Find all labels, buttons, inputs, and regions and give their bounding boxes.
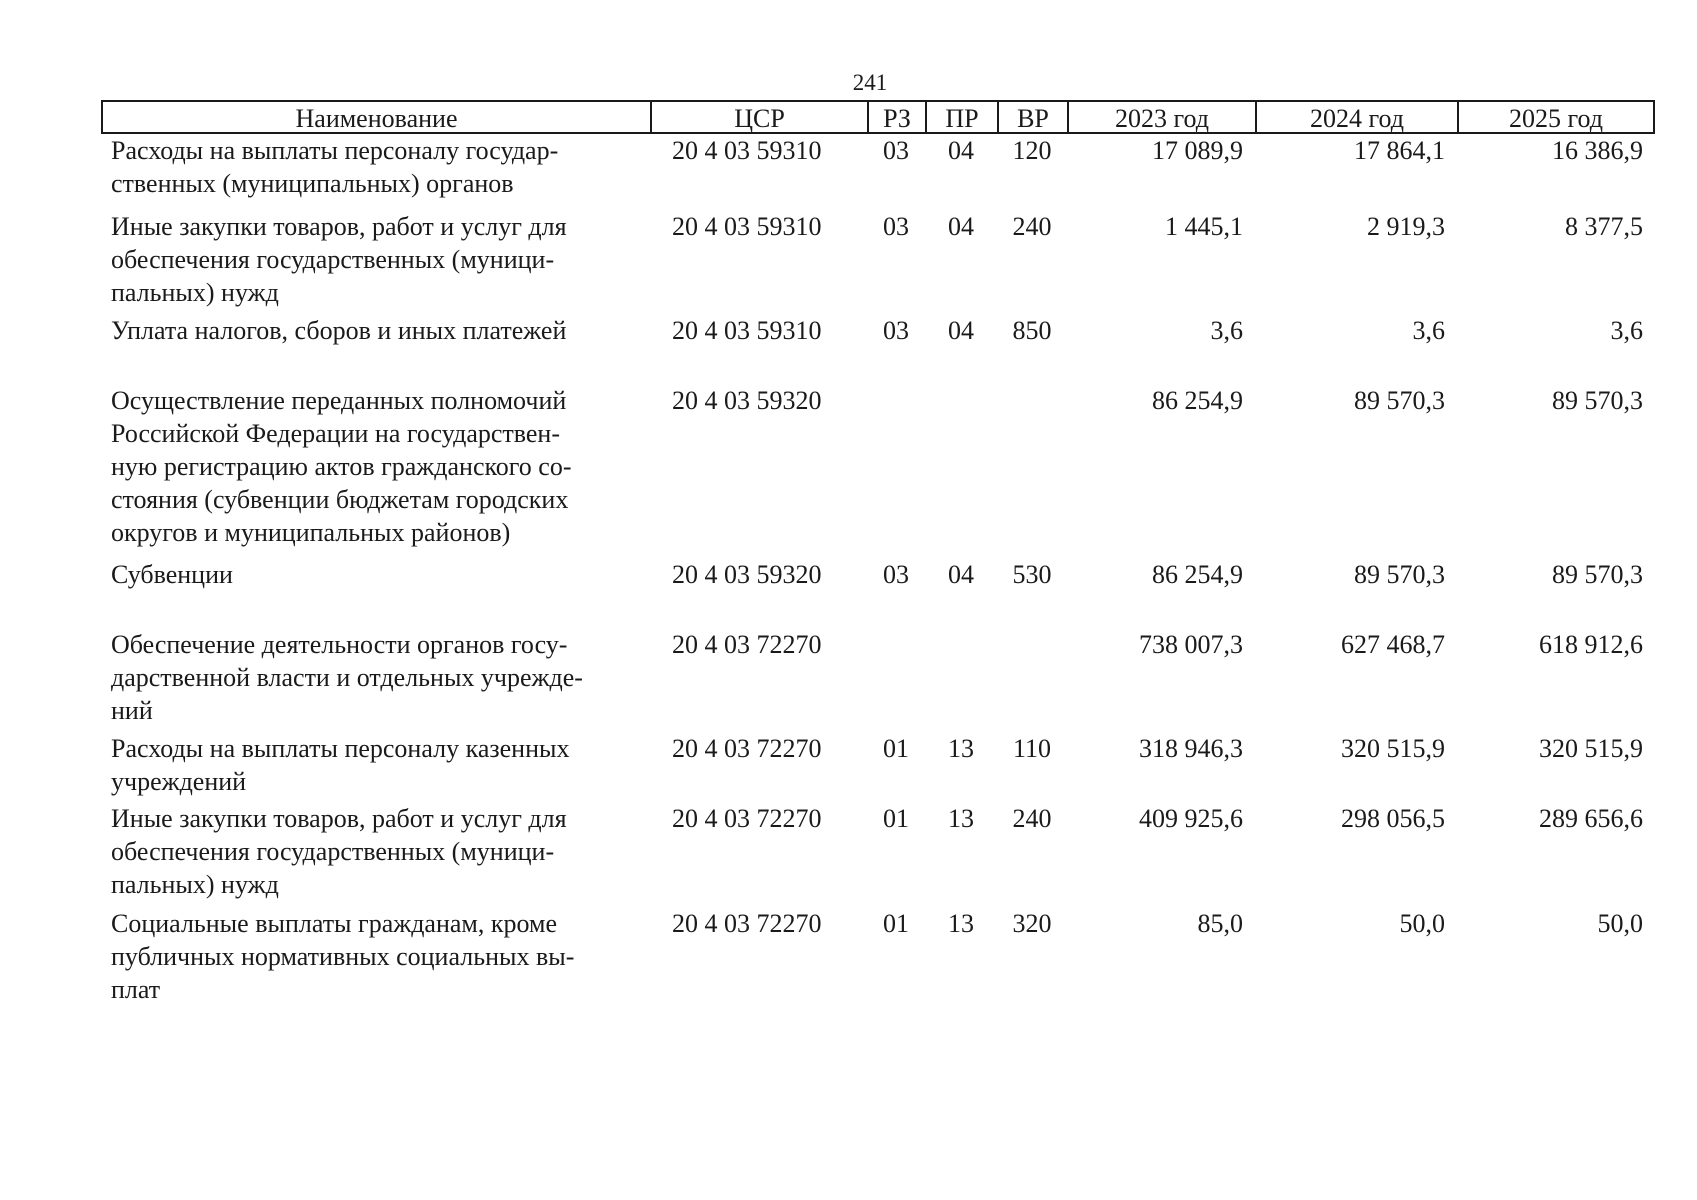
row-name-line: Социальные выплаты гражданам, кроме bbox=[111, 909, 557, 938]
row-csr: 20 4 03 59310 bbox=[672, 212, 822, 241]
row-pr: 13 bbox=[948, 734, 974, 763]
row-name bbox=[101, 314, 650, 347]
row-name-line: Иные закупки товаров, работ и услуг для bbox=[111, 212, 567, 241]
row-name-line: стояния (субвенции бюджетам городских bbox=[111, 485, 569, 514]
row-rz: 01 bbox=[883, 804, 909, 833]
row-value-2023: 86 254,9 bbox=[1152, 560, 1243, 589]
row-name-line: Российской Федерации на государствен- bbox=[111, 419, 561, 448]
row-name-line: публичных нормативных социальных вы- bbox=[111, 942, 575, 971]
header-vr: ВР bbox=[999, 102, 1069, 132]
page-number: 241 bbox=[852, 70, 888, 95]
row-name-line: пальных) нужд bbox=[111, 870, 279, 899]
header-2024: 2024 год bbox=[1257, 102, 1459, 132]
row-csr: 20 4 03 72270 bbox=[672, 630, 822, 659]
row-value-2025: 89 570,3 bbox=[1552, 386, 1643, 415]
row-rz bbox=[867, 628, 925, 727]
row-pr: 13 bbox=[948, 804, 974, 833]
row-pr bbox=[925, 628, 997, 727]
row-name-line: Уплата налогов, сборов и иных платежей bbox=[111, 316, 567, 345]
row-value-2023: 318 946,3 bbox=[1139, 734, 1243, 763]
row-value-2023: 86 254,9 bbox=[1152, 386, 1243, 415]
row-name bbox=[101, 384, 650, 549]
row-name-line: Обеспечение деятельности органов госу- bbox=[111, 630, 568, 659]
table-row bbox=[101, 732, 1655, 798]
row-name-line: обеспечения государственных (муници- bbox=[111, 245, 555, 274]
table-row bbox=[101, 210, 1655, 309]
row-name bbox=[101, 907, 650, 1006]
row-vr: 240 bbox=[1012, 212, 1052, 241]
row-csr: 20 4 03 59320 bbox=[672, 386, 822, 415]
row-rz: 03 bbox=[883, 136, 909, 165]
row-value-2024: 2 919,3 bbox=[1367, 212, 1445, 241]
row-name-line: дарственной власти и отдельных учрежде- bbox=[111, 663, 583, 692]
row-value-2023: 3,6 bbox=[1210, 316, 1243, 345]
row-value-2025: 8 377,5 bbox=[1565, 212, 1643, 241]
header-csr: ЦСР bbox=[652, 102, 869, 132]
row-csr: 20 4 03 59320 bbox=[672, 560, 822, 589]
row-name-line: ственных (муниципальных) органов bbox=[111, 169, 514, 198]
row-value-2024: 17 864,1 bbox=[1354, 136, 1445, 165]
row-value-2025: 289 656,6 bbox=[1539, 804, 1643, 833]
row-vr: 320 bbox=[1012, 909, 1052, 938]
row-name-line: Расходы на выплаты персоналу казенных bbox=[111, 734, 570, 763]
row-pr: 04 bbox=[948, 316, 974, 345]
header-2023: 2023 год bbox=[1069, 102, 1257, 132]
table-row bbox=[101, 802, 1655, 901]
row-name bbox=[101, 802, 650, 901]
row-value-2024: 320 515,9 bbox=[1341, 734, 1445, 763]
row-rz: 01 bbox=[883, 734, 909, 763]
row-value-2023: 1 445,1 bbox=[1165, 212, 1243, 241]
row-pr bbox=[925, 384, 997, 549]
row-name-line: учреждений bbox=[111, 767, 247, 796]
row-rz: 03 bbox=[883, 560, 909, 589]
row-value-2023: 17 089,9 bbox=[1152, 136, 1243, 165]
row-name bbox=[101, 558, 650, 591]
row-name-line: Расходы на выплаты персоналу государ- bbox=[111, 136, 559, 165]
row-csr: 20 4 03 72270 bbox=[672, 734, 822, 763]
row-csr: 20 4 03 59310 bbox=[672, 136, 822, 165]
table-row bbox=[101, 134, 1655, 200]
row-value-2025: 16 386,9 bbox=[1552, 136, 1643, 165]
row-csr: 20 4 03 59310 bbox=[672, 316, 822, 345]
row-rz: 01 bbox=[883, 909, 909, 938]
row-name-line: Иные закупки товаров, работ и услуг для bbox=[111, 804, 567, 833]
row-vr: 120 bbox=[1012, 136, 1052, 165]
row-value-2023: 409 925,6 bbox=[1139, 804, 1243, 833]
row-pr: 13 bbox=[948, 909, 974, 938]
row-value-2023: 85,0 bbox=[1197, 909, 1243, 938]
row-name bbox=[101, 628, 650, 727]
row-name bbox=[101, 210, 650, 309]
row-name-line: ную регистрацию актов гражданского со- bbox=[111, 452, 572, 481]
table-row bbox=[101, 558, 1655, 591]
header-name: Наименование bbox=[103, 102, 652, 132]
table-row bbox=[101, 628, 1655, 727]
row-pr: 04 bbox=[948, 136, 974, 165]
row-pr: 04 bbox=[948, 560, 974, 589]
row-name-line: пальных) нужд bbox=[111, 278, 279, 307]
row-vr: 850 bbox=[1012, 316, 1052, 345]
header-pr: ПР bbox=[927, 102, 999, 132]
table-row bbox=[101, 314, 1655, 347]
row-value-2024: 89 570,3 bbox=[1354, 560, 1445, 589]
row-value-2025: 50,0 bbox=[1597, 909, 1643, 938]
table-row bbox=[101, 384, 1655, 549]
table-header bbox=[101, 100, 1655, 134]
row-rz: 03 bbox=[883, 212, 909, 241]
table-row bbox=[101, 907, 1655, 1006]
row-name bbox=[101, 134, 650, 200]
row-vr bbox=[997, 384, 1067, 549]
row-vr: 240 bbox=[1012, 804, 1052, 833]
row-name-line: Субвенции bbox=[111, 560, 233, 589]
row-rz: 03 bbox=[883, 316, 909, 345]
row-vr: 530 bbox=[1012, 560, 1052, 589]
row-value-2025: 618 912,6 bbox=[1539, 630, 1643, 659]
row-value-2024: 89 570,3 bbox=[1354, 386, 1445, 415]
row-value-2024: 50,0 bbox=[1399, 909, 1445, 938]
row-value-2023: 738 007,3 bbox=[1139, 630, 1243, 659]
row-pr: 04 bbox=[948, 212, 974, 241]
row-value-2024: 627 468,7 bbox=[1341, 630, 1445, 659]
row-value-2024: 3,6 bbox=[1412, 316, 1445, 345]
row-csr: 20 4 03 72270 bbox=[672, 909, 822, 938]
row-value-2025: 89 570,3 bbox=[1552, 560, 1643, 589]
row-name bbox=[101, 732, 650, 798]
header-rz: РЗ bbox=[869, 102, 927, 132]
row-csr: 20 4 03 72270 bbox=[672, 804, 822, 833]
row-name-line: ний bbox=[111, 696, 153, 725]
header-2025: 2025 год bbox=[1509, 104, 1603, 133]
row-rz bbox=[867, 384, 925, 549]
row-name-line: округов и муниципальных районов) bbox=[111, 518, 511, 547]
row-name-line: обеспечения государственных (муници- bbox=[111, 837, 555, 866]
row-value-2024: 298 056,5 bbox=[1341, 804, 1445, 833]
row-value-2025: 320 515,9 bbox=[1539, 734, 1643, 763]
row-vr: 110 bbox=[1012, 734, 1052, 763]
row-vr bbox=[997, 628, 1067, 727]
row-name-line: Осуществление переданных полномочий bbox=[111, 386, 567, 415]
row-name-line: плат bbox=[111, 975, 161, 1004]
row-value-2025: 3,6 bbox=[1610, 316, 1643, 345]
